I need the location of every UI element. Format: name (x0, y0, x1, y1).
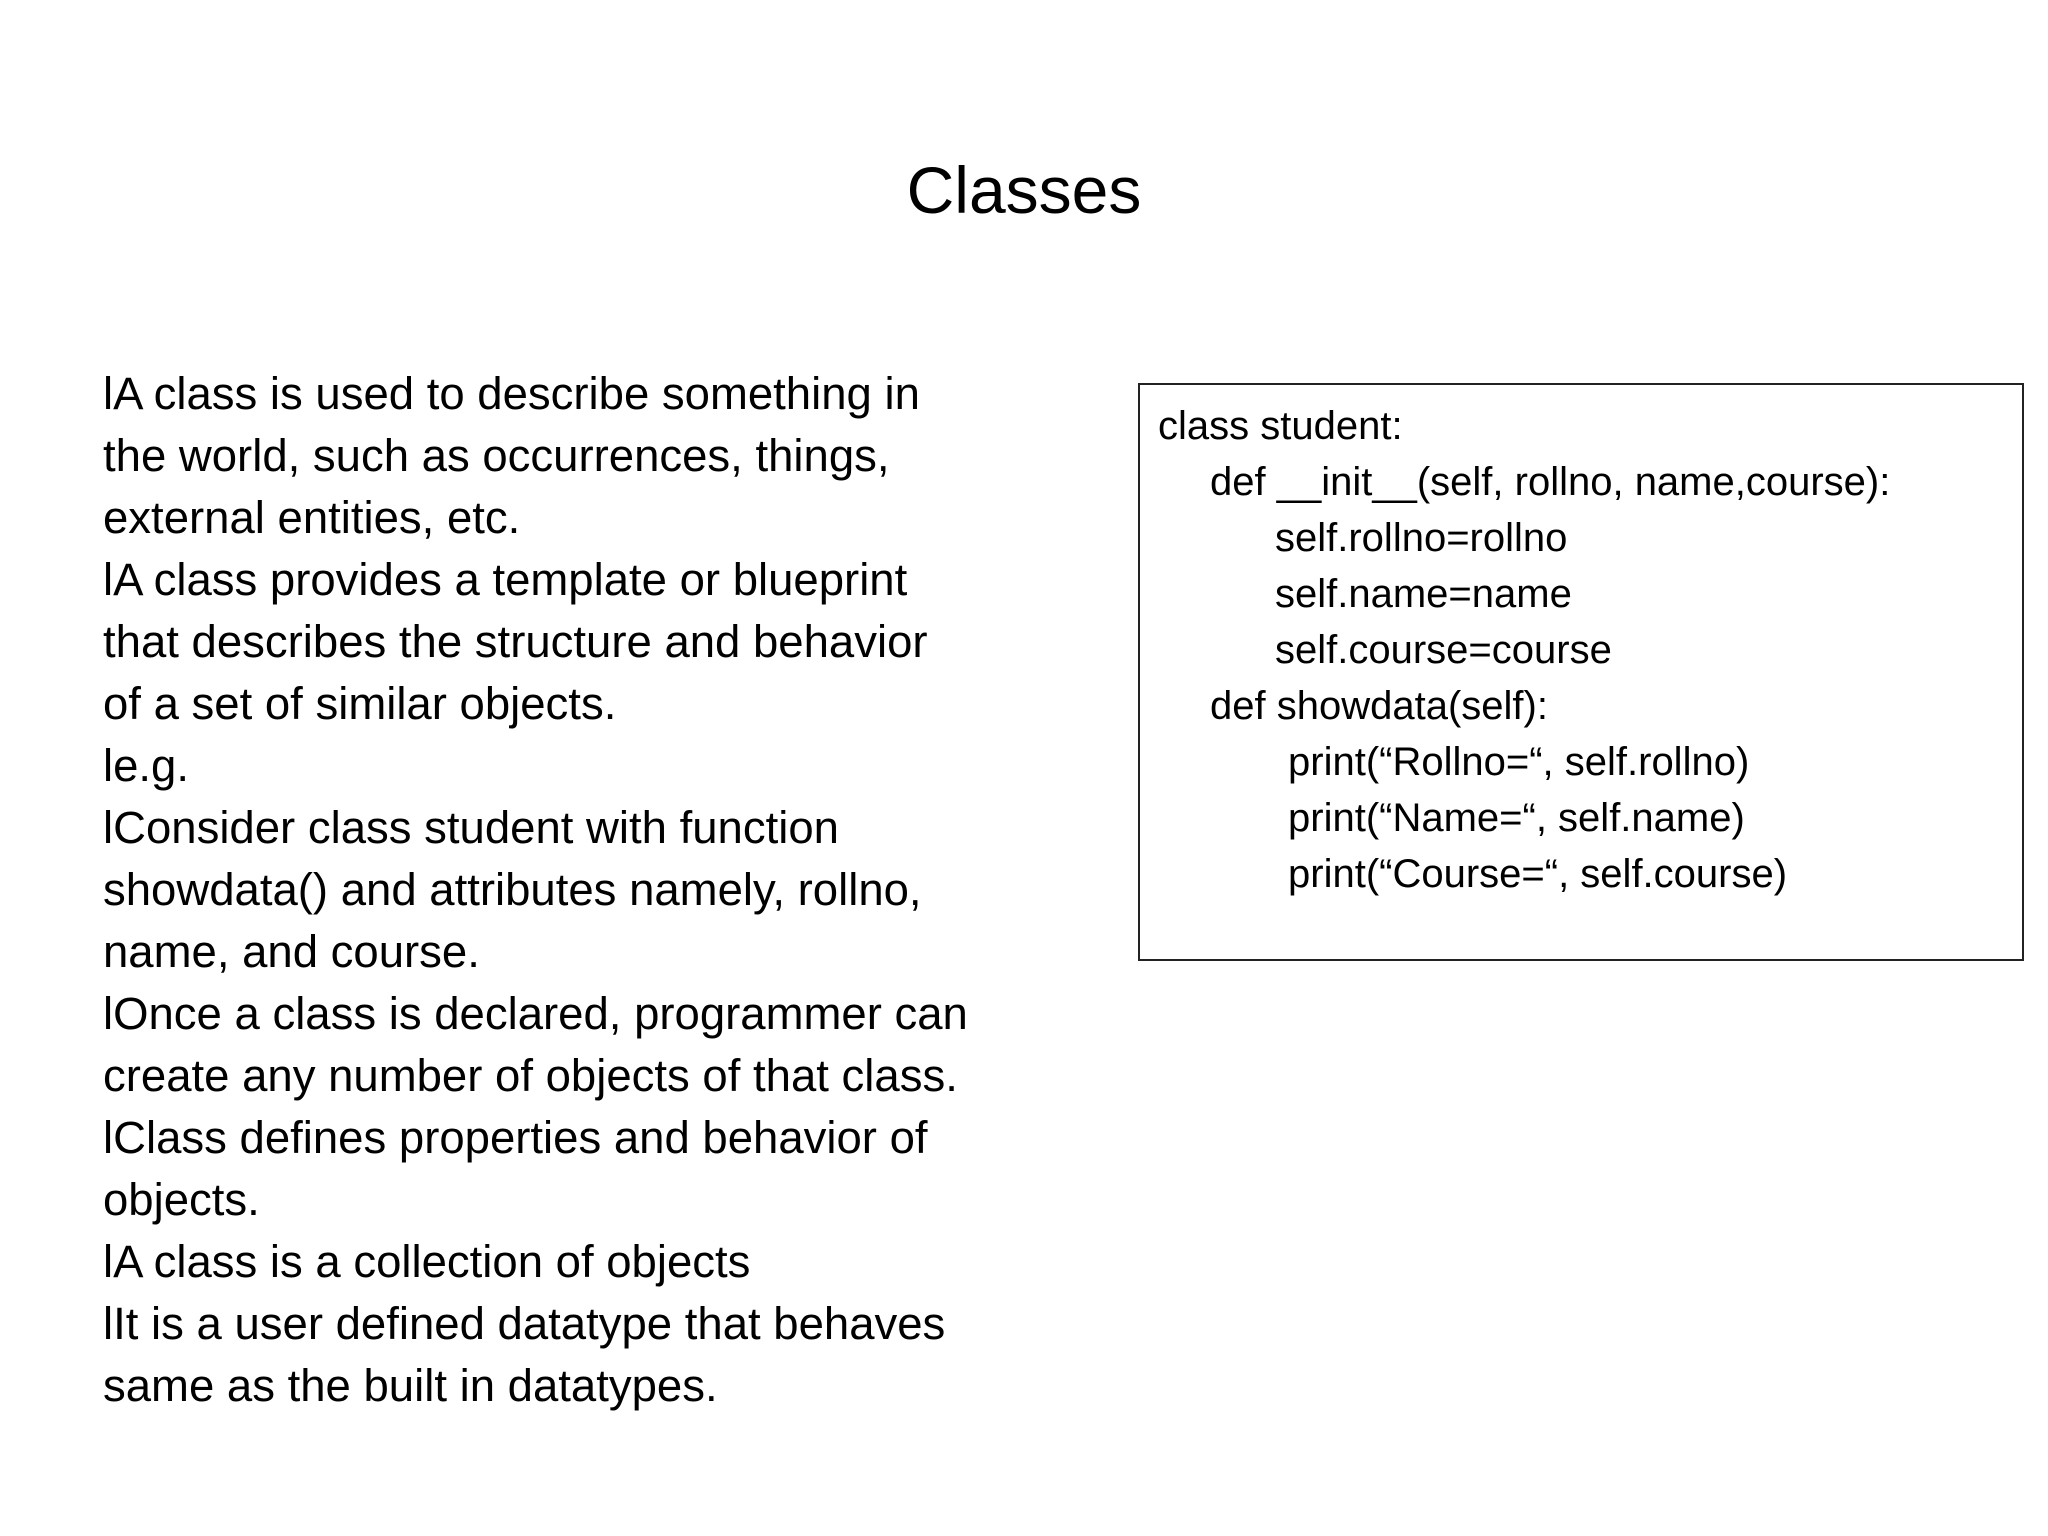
body-line: the world, such as occurrences, things, (103, 430, 890, 481)
body-line: of a set of similar objects. (103, 678, 617, 729)
code-line: def __init__(self, rollno, name,course): (1210, 460, 1891, 504)
body-line: external entities, etc. (103, 492, 521, 543)
code-line: self.name=name (1275, 572, 1572, 616)
body-text (103, 363, 1113, 1417)
body-line: create any number of objects of that class. (103, 1050, 958, 1101)
body-line: lA class provides a template or blueprint (103, 554, 908, 605)
code-line: print(“Course=“, self.course) (1288, 852, 1788, 896)
code-line: self.course=course (1275, 628, 1612, 672)
slide-title: Classes (906, 153, 1142, 227)
body-line: name, and course. (103, 926, 480, 977)
code-box (1138, 383, 2024, 961)
body-line: that describes the structure and behavior (103, 616, 928, 667)
code-line: print(“Name=“, self.name) (1288, 796, 1745, 840)
code-line: def showdata(self): (1210, 684, 1548, 728)
body-line: lA class is used to describe something in (103, 368, 920, 419)
code-line: class student: (1158, 404, 1403, 448)
body-line: lA class is a collection of objects (103, 1236, 751, 1287)
code-line: print(“Rollno=“, self.rollno) (1288, 740, 1750, 784)
body-line: showdata() and attributes namely, rollno, (103, 864, 922, 915)
code-line: self.rollno=rollno (1275, 516, 1568, 560)
body-line: lOnce a class is declared, programmer can (103, 988, 968, 1039)
body-line: lClass defines properties and behavior of (103, 1112, 928, 1163)
body-line: same as the built in datatypes. (103, 1360, 718, 1411)
body-line: objects. (103, 1174, 260, 1225)
body-line: le.g. (103, 740, 190, 791)
body-line: lConsider class student with function (103, 802, 839, 853)
body-line: lIt is a user defined datatype that behaves (103, 1298, 946, 1349)
